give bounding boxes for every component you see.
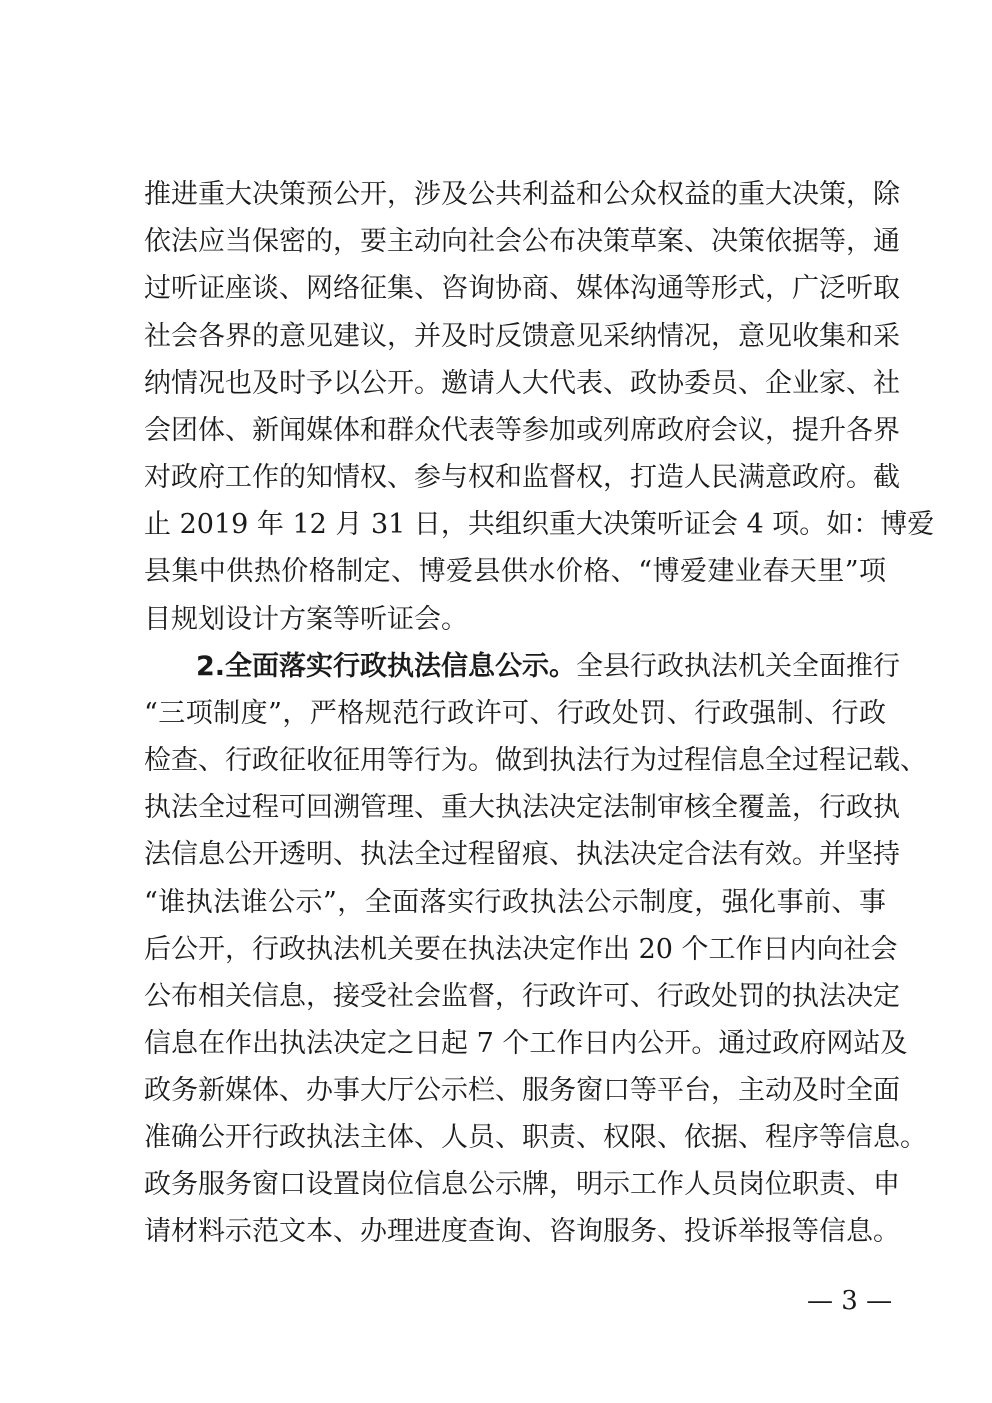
paragraph-line: 后公开，行政执法机关要在执法决定作出 20 个工作日内向社会 — [144, 934, 898, 965]
paragraph-line: 依法应当保密的，要主动向社会公布决策草案、决策依据等，通 — [144, 226, 900, 257]
paragraph-line: 政务新媒体、办事大厅公示栏、服务窗口等平台，主动及时全面 — [144, 1075, 900, 1106]
paragraph-line: 目规划设计方案等听证会。 — [144, 604, 468, 635]
paragraph-line: 县集中供热价格制定、博爱县供水价格、“博爱建业春天里”项 — [144, 556, 886, 587]
paragraph-line: 过听证座谈、网络征集、咨询协商、媒体沟通等形式，广泛听取 — [144, 273, 900, 304]
paragraph-line: 公布相关信息，接受社会监督，行政许可、行政处罚的执法决定 — [144, 981, 900, 1012]
paragraph-line: 对政府工作的知情权、参与权和监督权，打造人民满意政府。截 — [144, 462, 900, 493]
paragraph-line: 检查、行政征收征用等行为。做到执法行为过程信息全过程记载、 — [144, 745, 927, 776]
paragraph-line: 纳情况也及时予以公开。邀请人大代表、政协委员、企业家、社 — [144, 368, 900, 399]
section-heading: 2.全面落实行政执法信息公示。 — [196, 651, 577, 682]
paragraph-line: 推进重大决策预公开，涉及公共利益和公众权益的重大决策，除 — [144, 179, 900, 210]
paragraph-line: 会团体、新闻媒体和群众代表等参加或列席政府会议，提升各界 — [144, 415, 900, 446]
paragraph-line: “谁执法谁公示”，全面落实行政执法公示制度，强化事前、事 — [144, 887, 886, 918]
paragraph-line: 法信息公开透明、执法全过程留痕、执法决定合法有效。并坚持 — [144, 839, 900, 870]
paragraph-line: 信息在作出执法决定之日起 7 个工作日内公开。通过政府网站及 — [144, 1028, 908, 1059]
paragraph-line-rest: 全县行政执法机关全面推行 — [576, 651, 901, 682]
paragraph-first-line — [196, 650, 901, 684]
paragraph-line: “三项制度”，严格规范行政许可、行政处罚、行政强制、行政 — [144, 698, 886, 729]
paragraph-line: 请材料示范文本、办理进度查询、咨询服务、投诉举报等信息。 — [144, 1216, 900, 1247]
paragraph-line: 止 2019 年 12 月 31 日，共组织重大决策听证会 4 项。如：博爱 — [144, 509, 935, 540]
paragraph-line: 执法全过程可回溯管理、重大执法决定法制审核全覆盖，行政执 — [144, 792, 900, 823]
page-number: — 3 — — [807, 1286, 893, 1316]
paragraph-line: 社会各界的意见建议，并及时反馈意见采纳情况，意见收集和采 — [144, 321, 900, 352]
paragraph-line: 准确公开行政执法主体、人员、职责、权限、依据、程序等信息。 — [144, 1122, 927, 1153]
paragraph-line: 政务服务窗口设置岗位信息公示牌，明示工作人员岗位职责、申 — [144, 1169, 900, 1200]
